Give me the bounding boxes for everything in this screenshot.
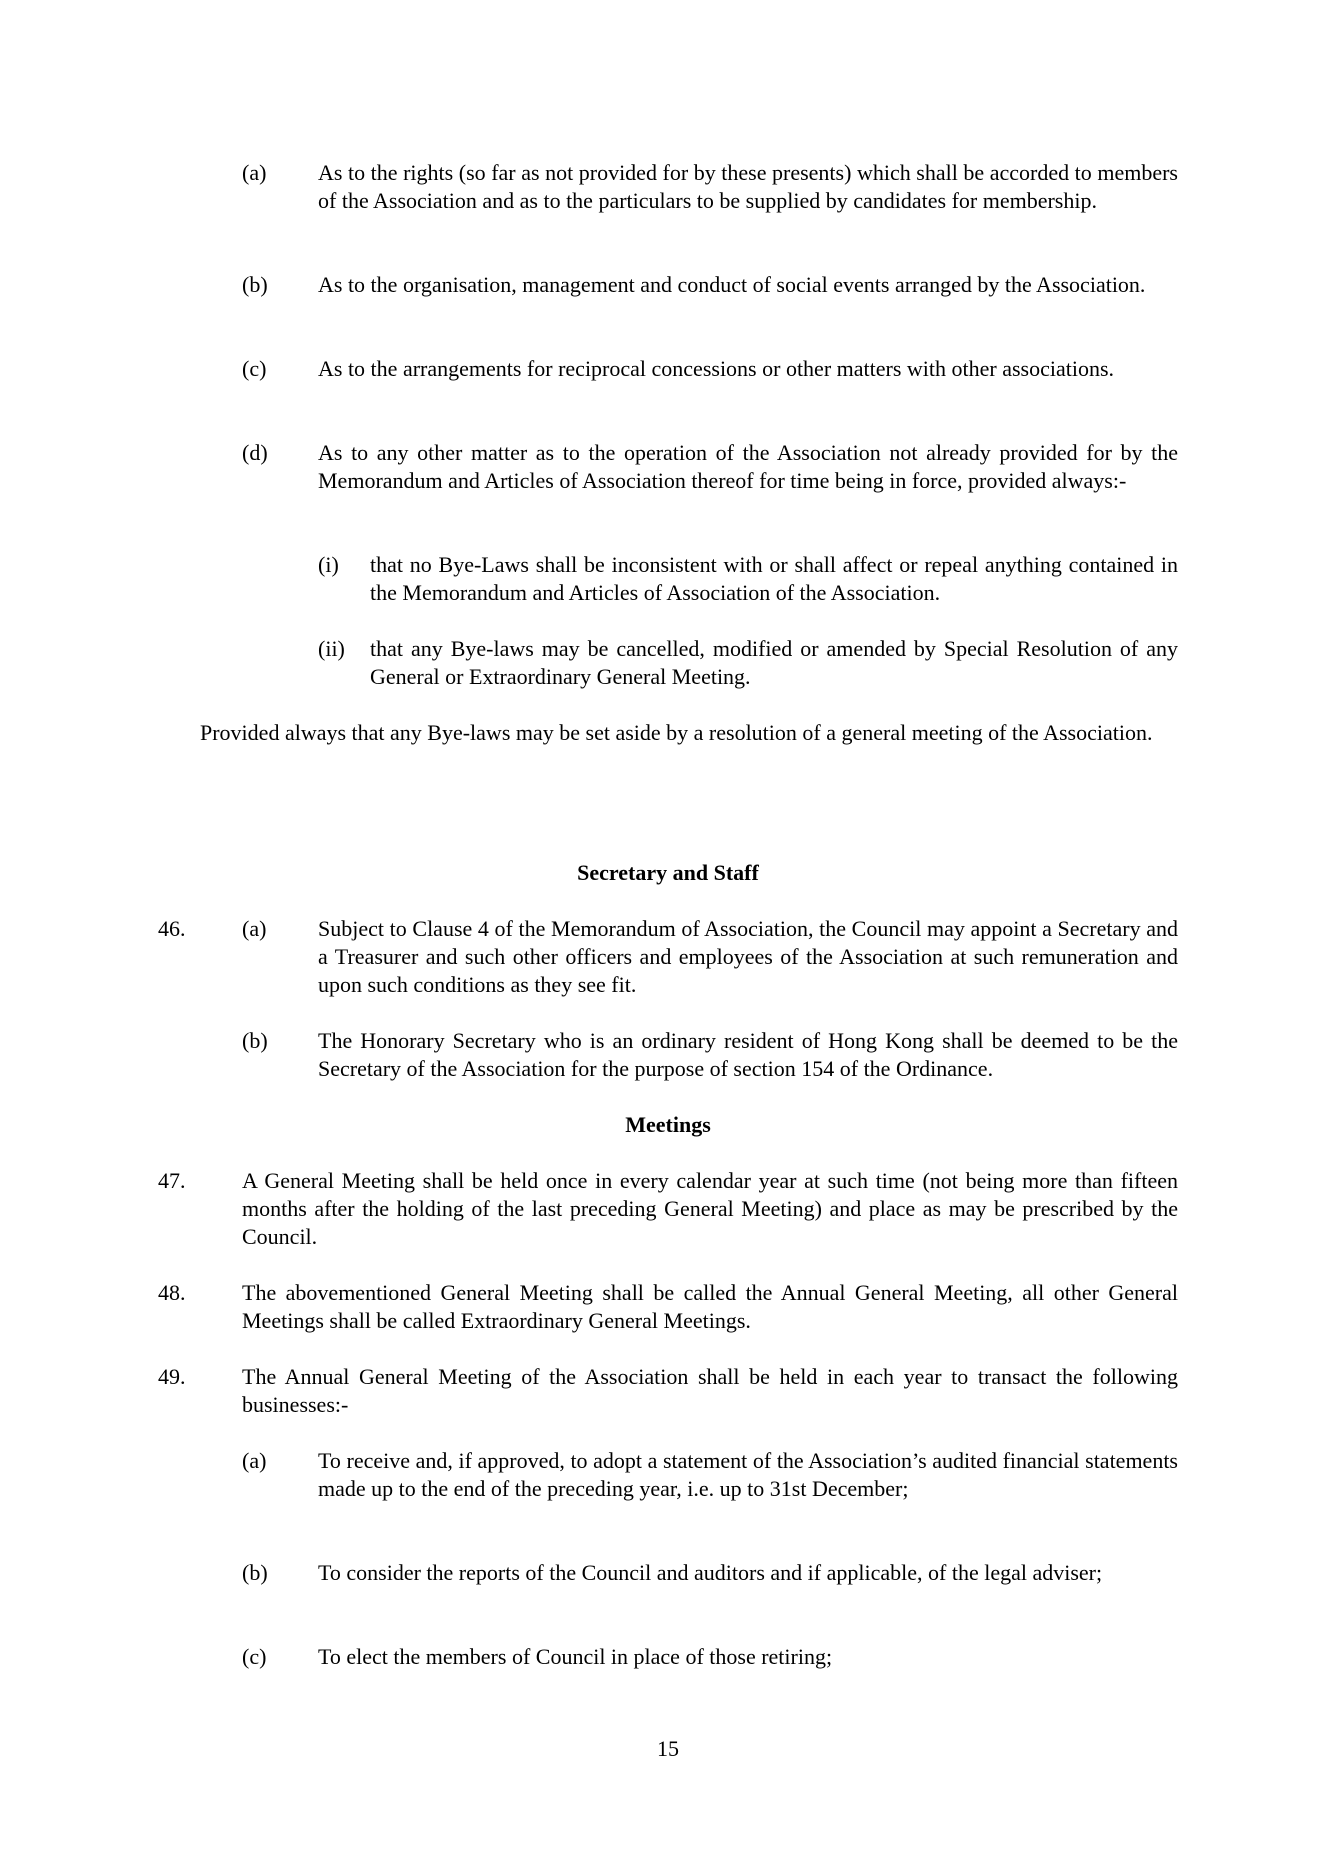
subitem-marker: (ii) xyxy=(318,636,345,661)
page-footer xyxy=(158,1735,1178,1763)
item-marker: (b) xyxy=(242,272,268,297)
subitem-marker: (i) xyxy=(318,552,339,577)
clause-number: 48. xyxy=(158,1280,186,1305)
item-text: The Honorary Secretary who is an ordinary resident of Hong Kong shall be deemed to be the Secretary of the Association for the purpose of section 154 of the Ordinance. xyxy=(318,1028,1178,1081)
item-marker: (b) xyxy=(242,1028,268,1053)
bylaw-item-c xyxy=(158,355,1178,383)
item-text: As to the organisation, management and conduct of social events arranged by the Association. xyxy=(318,272,1146,297)
section-heading-meetings xyxy=(158,1111,1178,1139)
item-marker: (a) xyxy=(242,916,267,941)
bylaw-subitem-i xyxy=(158,551,1178,607)
clause-text: The Annual General Meeting of the Association shall be held in each year to transact the following businesses:- xyxy=(242,1364,1178,1417)
item-text: Subject to Clause 4 of the Memorandum of Association, the Council may appoint a Secretary and a Treasurer and such other officers and employees of the Association at such remuneration and upon such conditions as they see fit. xyxy=(318,916,1178,997)
clause-number: 49. xyxy=(158,1364,186,1389)
item-text: As to the rights (so far as not provided for by these presents) which shall be accorded to members of the Association and as to the particulars to be supplied by candidates for membership. xyxy=(318,160,1178,213)
clause-49-item-b xyxy=(158,1559,1178,1587)
subitem-text: that any Bye-laws may be cancelled, modified or amended by Special Resolution of any General or Extraordinary General Meeting. xyxy=(370,636,1178,689)
clause-49 xyxy=(158,1363,1178,1419)
item-marker: (a) xyxy=(242,1448,267,1473)
item-text: To elect the members of Council in place of those retiring; xyxy=(318,1644,833,1669)
bylaw-item-d xyxy=(158,439,1178,495)
clause-46-item-a xyxy=(158,915,1178,999)
item-text: As to the arrangements for reciprocal concessions or other matters with other associations. xyxy=(318,356,1115,381)
item-marker: (b) xyxy=(242,1560,268,1585)
bylaw-item-b xyxy=(158,271,1178,299)
item-marker: (c) xyxy=(242,356,267,381)
item-marker: (c) xyxy=(242,1644,267,1669)
subitem-text: that no Bye-Laws shall be inconsistent with or shall affect or repeal anything contained in the Memorandum and Articles of Association of the Association. xyxy=(370,552,1178,605)
page-content xyxy=(158,0,1178,1871)
clause-46-item-b xyxy=(158,1027,1178,1083)
item-text: To consider the reports of the Council and auditors and if applicable, of the legal adviser; xyxy=(318,1560,1103,1585)
item-text: As to any other matter as to the operation of the Association not already provided for by the Memorandum and Articles of Association thereof for time being in force, provided always:- xyxy=(318,440,1178,493)
proviso-paragraph xyxy=(158,719,1178,747)
heading-text: Secretary and Staff xyxy=(577,860,759,885)
clause-48 xyxy=(158,1279,1178,1335)
item-marker: (a) xyxy=(242,160,267,185)
clause-47 xyxy=(158,1167,1178,1251)
section-heading-secretary xyxy=(158,859,1178,887)
clause-49-item-c xyxy=(158,1643,1178,1671)
heading-text: Meetings xyxy=(625,1112,711,1137)
page-number: 15 xyxy=(657,1736,679,1761)
clause-49-item-a xyxy=(158,1447,1178,1503)
bylaw-item-a xyxy=(158,159,1178,215)
clause-number: 46. xyxy=(158,916,186,941)
item-marker: (d) xyxy=(242,440,268,465)
item-text: To receive and, if approved, to adopt a statement of the Association’s audited financial statements made up to the end of the preceding year, i.e. up to 31st December; xyxy=(318,1448,1178,1501)
clause-text: The abovementioned General Meeting shall be called the Annual General Meeting, all other General Meetings shall be called Extraordinary General Meetings. xyxy=(242,1280,1178,1333)
clause-number: 47. xyxy=(158,1168,186,1193)
clause-text: A General Meeting shall be held once in every calendar year at such time (not being more than fifteen months after the holding of the last preceding General Meeting) and place as may be prescribed by the Council. xyxy=(242,1168,1178,1249)
proviso-text: Provided always that any Bye-laws may be set aside by a resolution of a general meeting of the Association. xyxy=(200,720,1153,745)
bylaw-subitem-ii xyxy=(158,635,1178,691)
